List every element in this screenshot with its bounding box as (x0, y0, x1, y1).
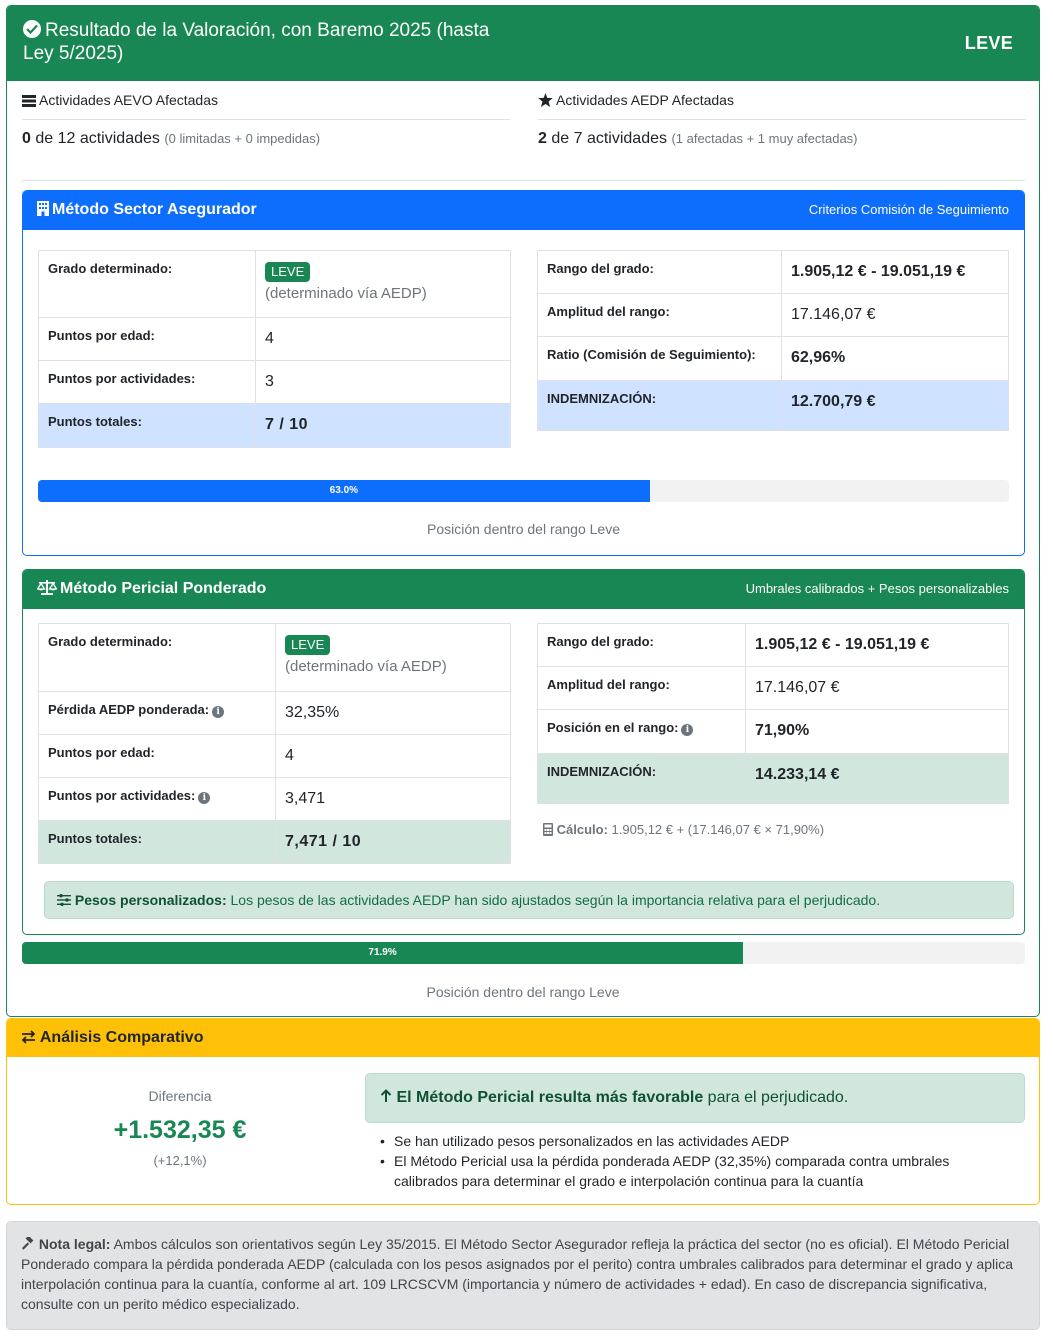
result-card (6, 5, 1040, 1017)
pericial-grado-note: (determinado vía AEDP) (285, 658, 447, 675)
favorable-rest: para el perjudicado. (703, 1089, 849, 1106)
pericial-total-label: Puntos totales: (39, 821, 276, 864)
table-row (39, 624, 511, 692)
sector-method-card (22, 190, 1025, 556)
pericial-progress-bar (22, 942, 1025, 964)
table-row (39, 692, 511, 735)
divider (22, 180, 1025, 181)
aedp-heading-text: Actividades AEDP Afectadas (556, 92, 734, 108)
sector-act-label: Puntos por actividades: (39, 361, 256, 404)
aevo-detail: (0 limitadas + 0 impedidas) (164, 131, 321, 146)
table-row (39, 361, 511, 404)
table-row (538, 251, 1009, 294)
result-title-text: Resultado de la Valoración, con Baremo 2025 (hasta Ley 5/2025) (23, 20, 490, 64)
comparison-header (7, 1019, 1039, 1057)
table-row (538, 624, 1009, 667)
table-row (39, 821, 511, 864)
aedp-of-text: de 7 actividades (546, 130, 672, 147)
sector-edad-label: Puntos por edad: (39, 318, 256, 361)
sector-amplitud-value: 17.146,07 € (782, 294, 1009, 337)
pericial-grado-badge: LEVE (285, 635, 330, 655)
check-circle-icon (23, 20, 41, 38)
calculator-icon (543, 823, 553, 836)
pericial-perdida-label: Pérdida AEDP ponderada: (48, 702, 210, 717)
comparison-bullets (376, 1131, 1016, 1191)
sector-grado-note: (determinado vía AEDP) (265, 285, 427, 302)
pericial-act-label: Puntos por actividades: (48, 788, 196, 803)
arrow-up-icon (380, 1089, 392, 1103)
sector-method-subtitle: Criterios Comisión de Seguimiento (808, 202, 1009, 217)
aevo-summary (22, 92, 510, 148)
pericial-amount-table (537, 623, 1009, 804)
table-row (538, 710, 1009, 754)
pericial-perdida-value: 32,35% (276, 692, 511, 735)
pericial-amplitud-label: Amplitud del rango: (538, 667, 746, 710)
result-header (7, 6, 1039, 81)
favorable-bold: El Método Pericial resulta más favorable (396, 1089, 704, 1106)
calc-formula: 1.905,12 € + (17.146,07 € × 71,90%) (611, 822, 825, 837)
pericial-edad-label: Puntos por edad: (39, 735, 276, 778)
info-icon[interactable]: i (681, 724, 693, 736)
scale-icon (37, 580, 57, 595)
pericial-grado-cell (276, 624, 511, 692)
pericial-act-label-cell (39, 778, 276, 821)
sector-method-title (37, 201, 257, 219)
exchange-icon (21, 1030, 36, 1044)
sector-method-header (23, 191, 1024, 230)
severity-badge: LEVE (964, 33, 1013, 53)
sector-method-title-text: Método Sector Asegurador (52, 201, 257, 218)
activities-summary (22, 92, 1025, 172)
weights-label: Pesos personalizados: (74, 892, 227, 908)
pericial-amplitud-value: 17.146,07 € (746, 667, 1009, 710)
pericial-rango-value: 1.905,12 € - 19.051,19 € (746, 624, 1009, 667)
table-row (538, 667, 1009, 710)
legal-text: Ambos cálculos son orientativos según Ley 35/2015. El Método Sector Asegurador refleja la práctica del sector (no es oficial). El Método Pericial Ponderado compara la pérdida ponderada AEDP (calculada con los pesos asignados por el perito) contra umbrales calibrados para determinar el grado y aplica interpolación continua para la cuantía, conforme al art. 109 LRCSCVM (importancia y número de actividades + edad). En caso de discrepancia significativa, consulte con un perito médico especializado. (21, 1236, 1013, 1312)
gavel-icon (21, 1237, 35, 1251)
calc-label: Cálculo: (556, 822, 608, 837)
aedp-detail: (1 afectadas + 1 muy afectadas) (671, 131, 858, 146)
comparison-title (21, 1029, 203, 1047)
sector-indem-label: INDEMNIZACIÓN: (538, 381, 782, 431)
aedp-summary (538, 92, 1026, 148)
pericial-indem-value: 14.233,14 € (746, 754, 1009, 804)
sector-grado-label: Grado determinado: (39, 251, 256, 318)
sector-progress-bar (38, 480, 1009, 502)
aedp-count: 2 (538, 130, 547, 147)
sector-total-label: Puntos totales: (39, 404, 256, 448)
pericial-posicion-value: 71,90% (746, 710, 1009, 754)
difference-label: Diferencia (148, 1088, 212, 1104)
aevo-count: 0 (22, 130, 31, 147)
sector-points-table (38, 250, 511, 448)
comparison-card (6, 1018, 1040, 1205)
pericial-method-title (37, 580, 266, 598)
sector-act-value: 3 (256, 361, 511, 404)
sector-rango-label: Rango del grado: (538, 251, 782, 294)
table-row (39, 404, 511, 448)
table-row (538, 754, 1009, 804)
table-row (39, 735, 511, 778)
sector-amount-table (537, 250, 1009, 431)
table-row (538, 381, 1009, 431)
sector-position-caption: Posición dentro del rango Leve (426, 521, 621, 537)
difference-box (7, 1057, 353, 1205)
building-icon (37, 201, 49, 216)
info-icon[interactable]: i (212, 706, 224, 718)
weights-text: Los pesos de las actividades AEDP han sido ajustados según la importancia relativa para el perjudicado. (230, 892, 881, 908)
star-icon (538, 93, 553, 107)
sector-grado-badge: LEVE (265, 262, 310, 282)
custom-weights-alert (44, 881, 1014, 919)
table-row (538, 337, 1009, 381)
table-row (39, 778, 511, 821)
pericial-method-header (23, 570, 1024, 609)
list-icon (22, 95, 36, 107)
sector-grado-cell (256, 251, 511, 318)
pericial-grado-label: Grado determinado: (39, 624, 276, 692)
info-icon[interactable]: i (198, 792, 210, 804)
pericial-act-value: 3,471 (276, 778, 511, 821)
aevo-heading-text: Actividades AEVO Afectadas (39, 92, 218, 108)
table-row (538, 294, 1009, 337)
legal-label: Nota legal: (38, 1236, 111, 1252)
table-row (39, 318, 511, 361)
sector-progress-fill: 63.0% (38, 480, 650, 502)
sector-edad-value: 4 (256, 318, 511, 361)
aevo-count-line (22, 130, 510, 148)
sector-ratio-value: 62,96% (782, 337, 1009, 381)
sector-total-value: 7 / 10 (256, 404, 511, 448)
aevo-of-text: de 12 actividades (30, 130, 165, 147)
pericial-posicion-label-cell (538, 710, 746, 754)
pericial-total-value: 7,471 / 10 (276, 821, 511, 864)
pericial-progress-fill: 71.9% (22, 942, 743, 964)
list-item: • Se han utilizado pesos personalizados en las actividades AEDP (376, 1131, 1016, 1151)
aedp-heading (538, 92, 1026, 120)
aevo-heading (22, 92, 510, 120)
pericial-method-card (22, 569, 1025, 935)
difference-percent: (+12,1%) (153, 1153, 207, 1168)
pericial-indem-label: INDEMNIZACIÓN: (538, 754, 746, 804)
comparison-title-text: Análisis Comparativo (39, 1029, 204, 1046)
difference-value: +1.532,35 € (113, 1116, 247, 1144)
pericial-perdida-label-cell (39, 692, 276, 735)
pericial-edad-value: 4 (276, 735, 511, 778)
sector-ratio-label: Ratio (Comisión de Seguimiento): (538, 337, 782, 381)
calc-formula-line (543, 822, 824, 837)
pericial-points-table (38, 623, 511, 864)
pericial-posicion-label: Posición en el rango: (547, 720, 679, 735)
sliders-icon (57, 894, 71, 906)
aedp-count-line (538, 130, 1026, 148)
pericial-rango-label: Rango del grado: (538, 624, 746, 667)
sector-rango-value: 1.905,12 € - 19.051,19 € (782, 251, 1009, 294)
favorable-alert (365, 1073, 1025, 1123)
table-row (39, 251, 511, 318)
pericial-position-caption: Posición dentro del rango Leve (426, 984, 620, 1000)
list-item: • El Método Pericial usa la pérdida ponderada AEDP (32,35%) comparada contra umbrales calibrados para determinar el grado e interpolación continua para la cuantía (376, 1151, 1016, 1191)
legal-note (6, 1221, 1040, 1330)
sector-amplitud-label: Amplitud del rango: (538, 294, 782, 337)
result-title (23, 19, 523, 65)
sector-indem-value: 12.700,79 € (782, 381, 1009, 431)
pericial-method-subtitle: Umbrales calibrados + Pesos personalizables (745, 581, 1009, 596)
pericial-method-title-text: Método Pericial Ponderado (60, 580, 267, 597)
